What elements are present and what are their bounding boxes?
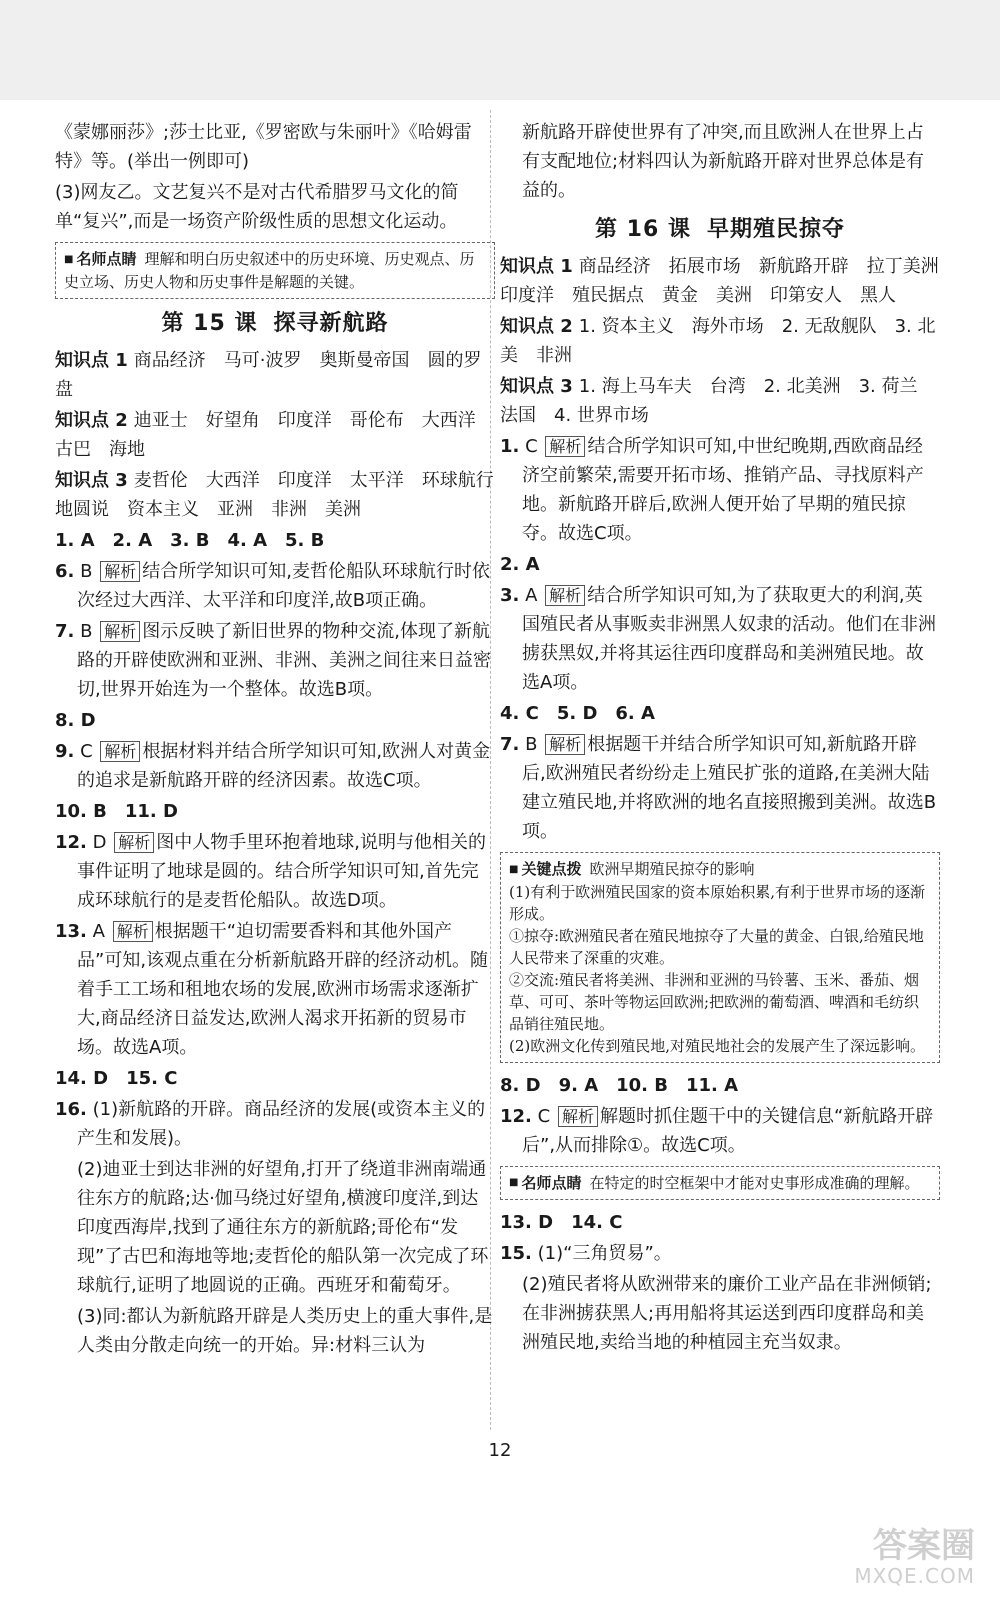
lesson-number: 第 15 课 [161,310,258,336]
question-7 [500,730,940,846]
knowledge-point-2 [500,312,940,370]
q-num: 9. [55,740,75,762]
q-text: (1)新航路的开辟。商品经济的发展(或资本主义的产生和发展)。 [77,1098,486,1149]
page-number: 12 [488,1440,512,1461]
watermark-line-1: 答案圈 [873,1526,975,1566]
analysis-tag: 解析 [545,436,585,457]
q-num: 1. [500,436,520,457]
analysis-tag: 解析 [545,734,585,755]
q-num: 16. [55,1098,87,1120]
question-13 [55,917,495,1062]
q-num: 12. [55,831,87,853]
answers-4-6: 4. C 5. D 6. A [500,703,655,724]
q-text: (1)“三角贸易”。 [537,1243,672,1264]
question-3 [500,581,940,697]
q-text: 结合所学知识可知,中世纪晚期,西欧商品经济空前繁荣,需要开拓市场、推销产品、寻找原料产地。新航路开辟后,欧洲人便开始了早期的殖民掠夺。故选C项。 [522,436,924,544]
question-15-part-1 [500,1239,940,1268]
tip-title: ■ 关键点拨 [509,860,581,878]
knowledge-point-1 [55,346,495,404]
analysis-tag: 解析 [545,585,585,606]
q-answer: C [525,436,538,457]
tip-heading: 欧洲早期殖民掠夺的影响 [589,860,755,878]
answers-13-14: 13. D 14. C [500,1212,623,1233]
answers-10-11: 10. B 11. D [55,800,178,822]
tip-box-1 [55,242,495,299]
analysis-tag: 解析 [100,621,140,642]
lesson-15-title [55,309,495,338]
continuation-text: 新航路开辟使世界有了冲突,而且欧洲人在世界上占有支配地位;材料四认为新航路开辟对世界总体是有益的。 [522,122,925,201]
analysis-tag: 解析 [558,1106,598,1127]
tip-line: (2)欧洲文化传到殖民地,对殖民地社会的发展产生了深远影响。 [509,1036,926,1055]
q-num: 3. [500,585,520,606]
q-answer: B [525,734,538,755]
tip-line: ②交流:殖民者将美洲、非洲和亚洲的马铃薯、玉米、番茄、烟草、可可、茶叶等物运回欧洲;把欧洲的葡萄酒、啤酒和毛纺织品销往殖民地。 [509,970,920,1033]
q-text: 图中人物手里环抱着地球,说明与他相关的事件证明了地球是圆的。结合所学知识可知,首先完成环球航行的是麦哲伦船队。故选D项。 [77,831,486,911]
knowledge-point-1 [500,252,957,310]
lesson-16-title [500,215,940,244]
kp-label: 知识点 3 [500,376,573,397]
answers-14-15: 14. D 15. C [55,1067,178,1089]
q-answer: D [92,831,107,853]
q-answer: C [537,1105,551,1127]
intro-line-1: 《蒙娜丽莎》;莎士比亚,《罗密欧与朱丽叶》《哈姆雷特》等。(举出一例即可) [55,122,472,172]
q-text: 解题时抓住题干中的关键信息“新航路开辟后”,从而排除①。故选C项。 [522,1105,934,1156]
tip-line: ①掠夺:欧洲殖民者在殖民地掠夺了大量的黄金、白银,给殖民地人民带来了深重的灾难。 [509,926,924,967]
answers-1-5: 1. A 2. A 3. B 4. A 5. B [55,529,325,551]
lesson-name: 探寻新航路 [273,310,389,336]
lesson-name: 早期殖民掠夺 [706,217,845,242]
tip-text: 理解和明白历史叙述中的历史环境、历史观点、历史立场、历史人物和历史事件是解题的关键。 [64,250,475,291]
tip-title: ■ 名师点睛 [64,250,136,268]
intro-line-2: (3)网友乙。文艺复兴不是对古代希腊罗马文化的简单“复兴”,而是一场资产阶级性质的思想文化运动。 [55,182,459,232]
question-16-part-3: (3)同:都认为新航路开辟是人类历史上的重大事件,是人类由分散走向统一的开始。异:材料三认为 [77,1305,493,1356]
analysis-tag: 解析 [100,741,140,762]
kp-text: 迪亚士 好望角 印度洋 哥伦布 大西洋 古巴 海地 [55,409,494,460]
question-12 [55,828,495,915]
question-15-part-2: (2)殖民者将从欧洲带来的廉价工业产品在非洲倾销;在非洲掳获黑人;再用船将其运送到西印度群岛和美洲殖民地,卖给当地的种植园主充当奴隶。 [522,1274,932,1353]
q-text: 结合所学知识可知,为了获取更大的利润,英国殖民者从事贩卖非洲黑人奴隶的活动。他们在非洲掳获黑奴,并将其运往西印度群岛和美洲殖民地。故选A项。 [522,585,936,693]
q-answer: B [80,560,93,582]
q-num: 13. [55,920,87,942]
tip-title: ■ 名师点睛 [509,1174,581,1192]
answer-2: 2. A [500,554,540,575]
tip-text: 在特定的时空框架中才能对史事形成准确的理解。 [589,1173,920,1192]
question-9 [55,737,495,795]
kp-text: 商品经济 拓展市场 新航路开辟 拉丁美洲 印度洋 殖民据点 黄金 美洲 印第安人 黑人 [500,256,957,306]
q-num: 6. [55,560,75,582]
answers-8-11: 8. D 9. A 10. B 11. A [500,1074,739,1096]
question-6 [55,557,495,615]
q-num: 7. [500,734,520,755]
tip-box-2 [500,852,940,1063]
q-num: 7. [55,620,75,642]
analysis-tag: 解析 [113,921,153,942]
knowledge-point-3 [55,466,512,524]
question-7 [55,617,495,704]
q-answer: A [525,585,538,606]
q-text: 根据题干并结合所学知识可知,新航路开辟后,欧洲殖民者纷纷走上殖民扩张的道路,在美洲大陆建立殖民地,并将欧洲的地名直接照搬到美洲。故选B项。 [522,734,937,842]
tip-line: (1)有利于欧洲殖民国家的资本原始积累,有利于世界市场的逐渐形成。 [509,882,926,923]
tip-box-3 [500,1166,940,1201]
kp-text: 1. 海上马车夫 台湾 2. 北美洲 3. 荷兰 法国 4. 世界市场 [500,376,936,426]
lesson-number: 第 16 课 [595,217,691,242]
q-answer: C [80,740,93,762]
watermark-logo [775,1528,975,1588]
q-text: 图示反映了新旧世界的物种交流,体现了新航路的开辟使欧洲和亚洲、非洲、美洲之间往来日益密切,世界开始连为一个整体。故选B项。 [77,620,491,700]
left-column [55,118,512,1362]
kp-text: 商品经济 马可·波罗 奥斯曼帝国 圆的罗盘 [55,349,482,400]
knowledge-point-3 [500,372,940,430]
kp-label: 知识点 1 [500,256,573,277]
top-scan-band [0,0,1000,100]
q-answer: B [80,620,93,642]
kp-label: 知识点 3 [55,469,128,491]
watermark-line-2: MXQE.COM [854,1564,975,1588]
analysis-tag: 解析 [100,561,140,582]
kp-label: 知识点 1 [55,349,128,371]
kp-label: 知识点 2 [55,409,128,431]
q-answer: A [92,920,105,942]
kp-text: 1. 资本主义 海外市场 2. 无敌舰队 3. 北美 非洲 [500,316,936,366]
question-16-part-1 [55,1095,495,1153]
answer-8: 8. D [55,709,96,731]
q-num: 12. [500,1105,532,1127]
q-text: 根据题干“迫切需要香料和其他外国产品”可知,该观点重在分析新航路开辟的经济动机。随着手工工场和租地农场的发展,欧洲市场需求逐渐扩大,商品经济日益发达,欧洲人渴求开拓新的贸易市场。故选A项。 [77,920,489,1058]
question-16-part-2: (2)迪亚士到达非洲的好望角,打开了绕道非洲南端通往东方的航路;达·伽马绕过好望角,横渡印度洋,到达印度西海岸,找到了通往东方的新航路;哥伦布“发现”了古巴和海地等地;麦哲伦的船队第一次完成了环球航行,证明了地圆说的正确。西班牙和葡萄牙。 [77,1158,489,1296]
question-1 [500,432,940,548]
right-column [500,118,957,1359]
kp-text: 麦哲伦 大西洋 印度洋 太平洋 环球航行 地圆说 资本主义 亚洲 非洲 美洲 [55,469,512,520]
knowledge-point-2 [55,406,495,464]
q-text: 根据材料并结合所学知识可知,欧洲人对黄金的追求是新航路开辟的经济因素。故选C项。 [77,740,491,791]
analysis-tag: 解析 [114,832,154,853]
q-text: 结合所学知识可知,麦哲伦船队环球航行时依次经过大西洋、太平洋和印度洋,故B项正确。 [77,560,490,611]
kp-label: 知识点 2 [500,316,573,337]
q-num: 15. [500,1243,532,1264]
question-12 [500,1102,940,1160]
